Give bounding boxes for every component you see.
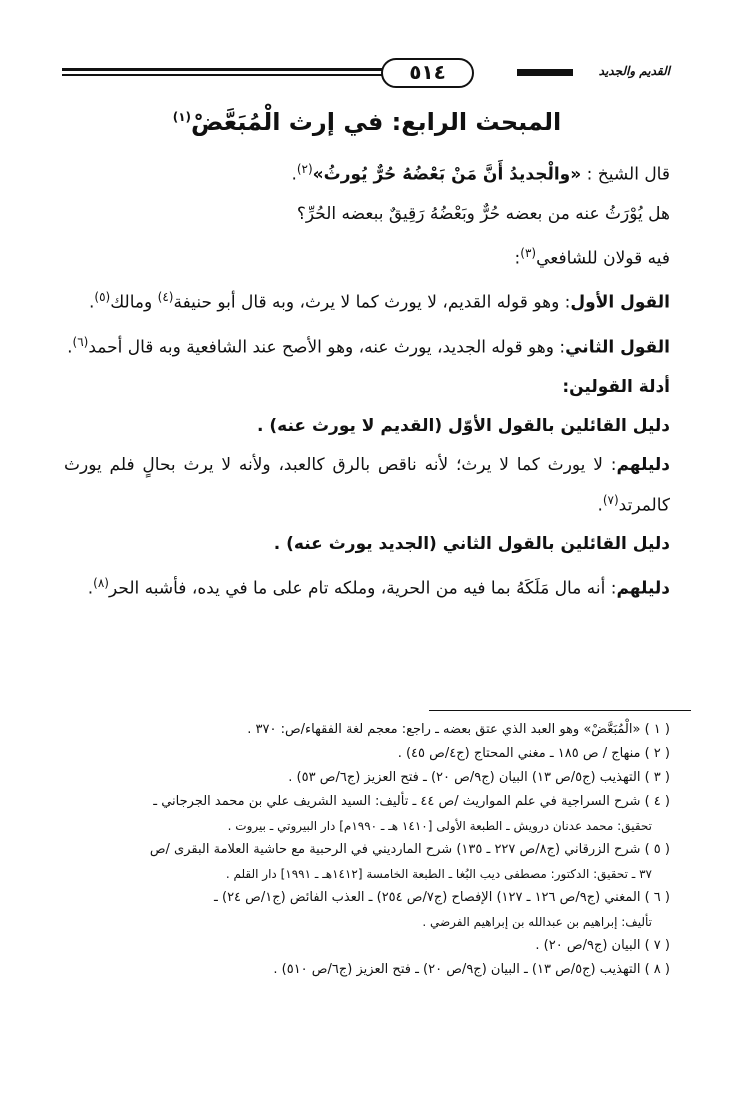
- paragraph-text: : وهو قوله الجديد، يورث عنه، وهو الأصح عند الشافعية وبه قال أحمد: [88, 337, 566, 358]
- paragraph-text: :: [514, 248, 521, 269]
- subheading: دليل القائلين بالقول الثاني (الجديد يورث عنه) .: [273, 534, 670, 555]
- paragraph-label: دليلهم: [616, 578, 670, 599]
- footnote: ( ٥ ) شرح الزرقاني (ج٨/ص ٢٢٧ ـ ١٣٥) شرح المارديني في الرحبية مع حاشية العلامة البقرى /ص: [149, 842, 670, 857]
- paragraph-text: : أنه مال مَلَكَهُ بما فيه من الحرية، وملكه تام على ما في يده، فأشبه الحر: [108, 578, 617, 599]
- footnote: ( ٨ ) التهذيب (ج٥/ص ١٣) ـ البيان (ج٩/ص ٢٠) ـ فتح العزيز (ج٦/ص ٥١٠) .: [273, 962, 670, 977]
- paragraph-text: .: [89, 292, 95, 313]
- paragraph-text: .: [291, 164, 297, 185]
- footnote-ref: (٤): [157, 290, 174, 305]
- paragraph-label: دليلهم: [616, 454, 670, 475]
- paragraph-text: .: [597, 495, 603, 516]
- paragraph-text: فيه قولان للشافعي: [536, 248, 670, 269]
- paragraph: [64, 325, 670, 366]
- paragraph-text: قال الشيخ :: [581, 164, 670, 185]
- footnote-separator: [429, 710, 691, 711]
- main-content: [64, 108, 670, 611]
- paragraph-label: القول الثاني: [565, 337, 670, 358]
- running-header-title: القديم والجديد: [598, 64, 670, 78]
- paragraph-text: .: [67, 337, 73, 358]
- footnote-ref: (٥): [94, 290, 111, 305]
- paragraph-text: : وهو قوله القديم، لا يورث كما لا يرث، وبه قال أبو حنيفة: [173, 292, 571, 313]
- subheading: أدلة القولين:: [562, 376, 670, 397]
- footnote: ( ٤ ) شرح السراجية في علم المواريث /ص ٤٤ ـ تأليف: السيد الشريف علي بن محمد الجرجاني ـ: [153, 794, 670, 809]
- footnote: ( ٣ ) التهذيب (ج٥/ص ١٣) البيان (ج٩/ص ٢٠) ـ فتح العزيز (ج٦/ص ٥٣) .: [288, 770, 670, 785]
- page-header: [62, 58, 670, 90]
- footnote-ref: (٧): [602, 492, 619, 507]
- section-title: [64, 108, 670, 136]
- footnote-ref: (٢): [296, 162, 313, 176]
- paragraph: هل يُوْرَثُ عنه من بعضه حُرٌّ وبَعْضُهُ رَقِيقٌ ببعضه الحُرِّ؟: [296, 203, 670, 224]
- footnote-ref: (٣): [520, 245, 537, 260]
- footnote: ( ١ ) «الْمُبَعَّضْ» وهو العبد الذي عتق بعضه ـ راجع: معجم لغة الفقهاء/ص: ٣٧٠ .: [247, 722, 670, 737]
- footnote: ( ٦ ) المغني (ج٩/ص ١٢٦ ـ ١٢٧) الإفصاح (ج٧/ص ٢٥٤) ـ العذب الفائض (ج١/ص ٢٤) ـ: [214, 890, 670, 905]
- footnote-ref: (٨): [93, 576, 109, 591]
- paragraph: [64, 152, 670, 193]
- page-number: ٥١٤: [381, 58, 474, 88]
- paragraph: [64, 448, 670, 524]
- header-bar: [517, 69, 573, 76]
- footnote-ref: (٦): [72, 334, 89, 349]
- paragraph-text: ومالك: [110, 292, 158, 313]
- footnote-continuation: تأليف: إبراهيم بن عبدالله بن إبراهيم الفرضي .: [422, 915, 652, 929]
- footnote-continuation: ٣٧ ـ تحقيق: الدكتور: مصطفى ديب البُغا ـ الطبعة الخامسة [١٤١٢هـ ـ ١٩٩١] دار القلم .: [225, 867, 652, 881]
- paragraph-text: : لا يورث كما لا يرث؛ لأنه ناقص بالرق كالعبد، ولأنه لا يرث بحالٍ فلم يورث كالمرتد: [64, 454, 670, 516]
- quoted-text: «والْجديدُ أَنَّ مَنْ بَعْضُهُ حُرٌّ يُورثُ»: [312, 164, 582, 185]
- paragraph: [64, 280, 670, 321]
- paragraph-label: القول الأول: [570, 292, 670, 313]
- paragraph-text: .: [87, 578, 94, 599]
- paragraph: [64, 566, 670, 607]
- subheading: دليل القائلين بالقول الأوّل (القديم لا يورث عنه) .: [257, 415, 670, 436]
- footnotes: [64, 718, 670, 982]
- footnote: ( ٢ ) منهاج / ص ١٨٥ ـ مغني المحتاج (ج٤/ص ٤٥) .: [397, 746, 670, 761]
- footnote-ref: (١): [172, 110, 192, 124]
- paragraph: [64, 236, 670, 277]
- footnote: ( ٧ ) البيان (ج٩/ص ٢٠) .: [535, 938, 670, 953]
- footnote-continuation: تحقيق: محمد عدنان درويش ـ الطبعة الأولى [١٤١٠ هـ ـ ١٩٩٠م] دار البيروتي ـ بيروت .: [227, 819, 652, 833]
- section-title-text: المبحث الرابع: في إرث الْمُبَعَّضْ: [191, 108, 562, 136]
